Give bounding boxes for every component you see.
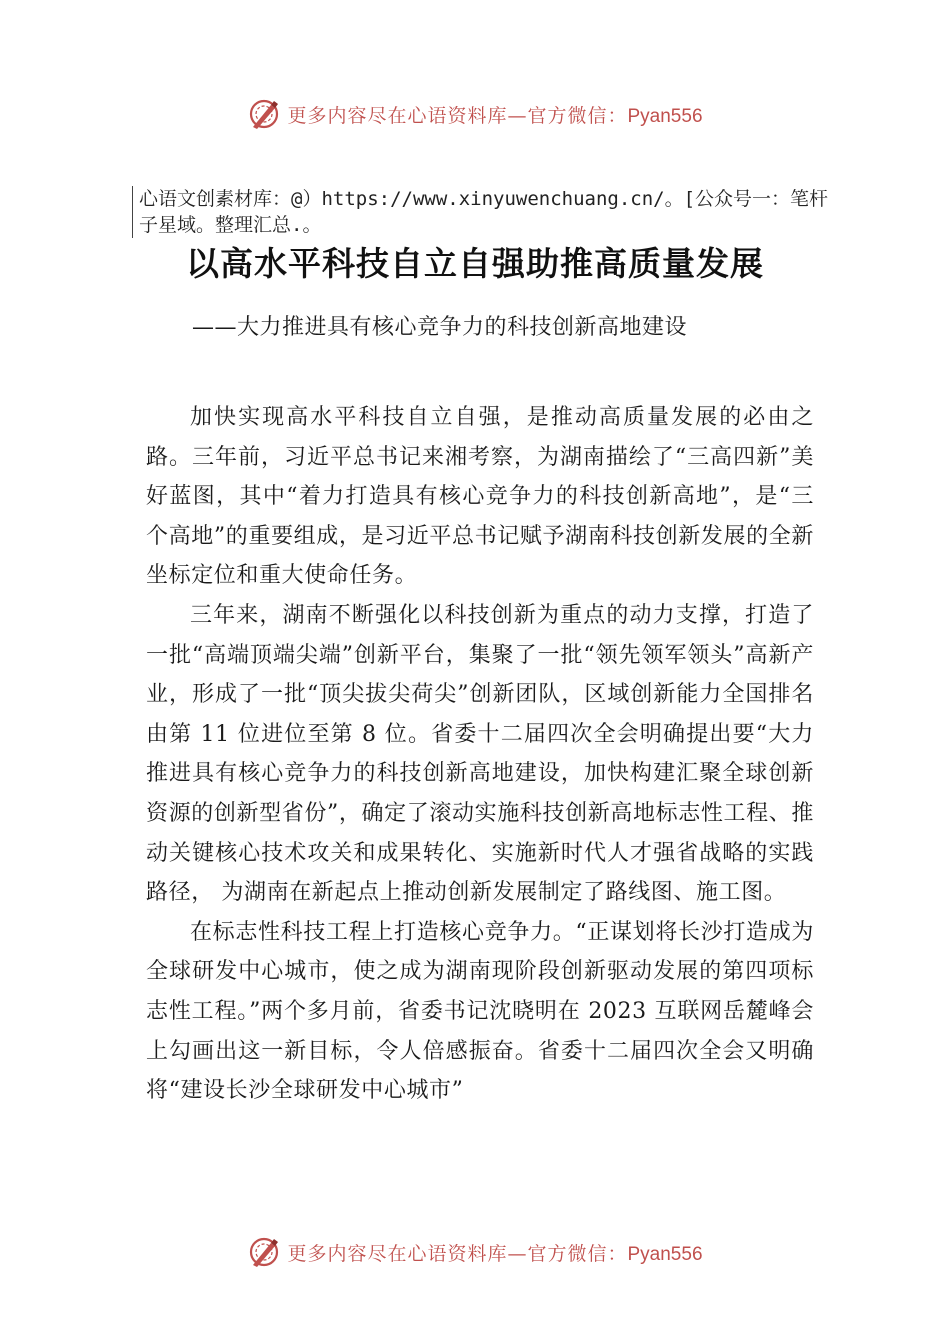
document-title: 以高水平科技自立自强助推高质量发展 — [186, 244, 764, 283]
footer-banner — [0, 1232, 950, 1272]
pen-circle-logo-icon — [247, 1235, 281, 1269]
header-banner — [0, 94, 950, 134]
header-banner-text: 更多内容尽在心语资料库—官方微信：Pyan556 — [287, 104, 703, 127]
document-subtitle: ——大力推进具有核心竞争力的科技创新高地建设 — [192, 315, 688, 340]
footer-wechat-id: Pyan556 — [627, 1243, 703, 1265]
header-wechat-id: Pyan556 — [627, 105, 703, 127]
footer-banner-text: 更多内容尽在心语资料库—官方微信：Pyan556 — [287, 1242, 703, 1265]
paragraph: 加快实现高水平科技自立自强，是推动高质量发展的必由之路。三年前，习近平总书记来湘考察，为湖南描绘了“三高四新”美好蓝图，其中“着力打造具有核心竞争力的科技创新高地”，是“三个高地”的重要组成，是习近平总书记赋予湖南科技创新发展的全新坐标定位和重大使命任务。 — [146, 405, 814, 589]
pen-circle-logo-icon — [247, 97, 281, 131]
source-line: 心语文创素材库：@）https://www.xinyuwenchuang.cn/。[公众号一：笔杆子星域。整理汇总.。 — [132, 186, 839, 238]
document-body — [146, 398, 814, 1111]
paragraph: 三年来，湖南不断强化以科技创新为重点的动力支撑，打造了一批“高端顶端尖端”创新平台，集聚了一批“领先领军领头”高新产业，形成了一批“顶尖拔尖荷尖”创新团队，区域创新能力全国排名由第 11 位进位至第 8 位。省委十二届四次全会明确提出要“大力推进具有核心竞争力的科技创新高地建设，加快构建汇聚全球创新资源的创新型省份”，确定了滚动实施科技创新高地标志性工程、推动关键核心技术攻关和成果转化、实施新时代人才强省战略的实践路径， 为湖南在新起点上推动创新发展制定了路线图、施工图。 — [146, 602, 814, 906]
paragraph: 在标志性科技工程上打造核心竞争力。“正谋划将长沙打造成为全球研发中心城市，使之成为湖南现阶段创新驱动发展的第四项标志性工程。”两个多月前，省委书记沈晓明在 2023 互联网岳麓峰会上勾画出这一新目标，令人倍感振奋。省委十二届四次全会又明确将“建设长沙全球研发中心城市” — [146, 919, 814, 1104]
